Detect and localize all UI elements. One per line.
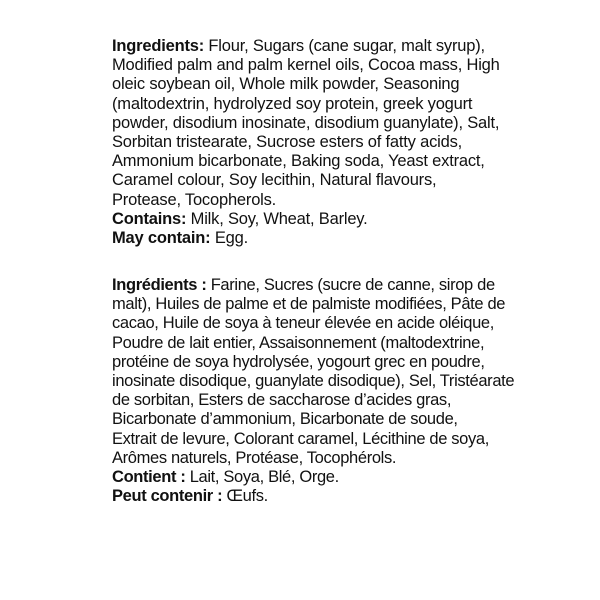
- ingredients-english-line-6: Sorbitan tristearate, Sucrose esters of fatty acids,: [112, 133, 463, 152]
- contains-label-french: Contient :: [112, 468, 186, 487]
- ingredients-french-line-6: inosinate disodique, guanylate disodique), Sel, Tristéarate: [112, 372, 515, 391]
- ingredients-french-line-4: Poudre de lait entier, Assaisonnement (maltodextrine,: [112, 333, 485, 352]
- ingredients-english-line-8: Caramel colour, Soy lecithin, Natural flavours,: [112, 171, 437, 190]
- may-contain-label-french: Peut contenir :: [112, 487, 223, 506]
- contains-value-french: Lait, Soya, Blé, Orge.: [185, 468, 339, 487]
- ingredients-french-line-3: cacao, Huile de soya à teneur élevée en acide oléique,: [112, 314, 494, 333]
- contains-english-line: [112, 210, 512, 229]
- ingredients-label-french: Ingrédients :: [112, 276, 207, 294]
- ingredients-french-line-1: [112, 276, 512, 295]
- ingredients-french-line-5: protéine de soya hydrolysée, yogourt grec en poudre,: [112, 352, 485, 371]
- ingredients-french-line-8: Bicarbonate d’ammonium, Bicarbonate de soude,: [112, 410, 458, 429]
- ingredients-text-french: Farine, Sucres (sucre de canne, sirop de: [206, 276, 495, 294]
- ingredients-english-line-7: Ammonium bicarbonate, Baking soda, Yeast extract,: [112, 152, 485, 171]
- may-contain-english-line: [112, 229, 512, 248]
- ingredients-french-line-10: Arômes naturels, Protéase, Tocophérols.: [112, 448, 397, 467]
- may-contain-french-line: [112, 487, 512, 506]
- contains-label-english: Contains:: [112, 209, 187, 228]
- contains-value-english: Milk, Soy, Wheat, Barley.: [186, 209, 368, 228]
- may-contain-value-english: Egg.: [210, 229, 248, 248]
- contains-french-line: [112, 468, 512, 487]
- ingredients-text-english: Flour, Sugars (cane sugar, malt syrup),: [204, 37, 485, 55]
- may-contain-label-english: May contain:: [112, 229, 211, 248]
- ingredients-french-block: [112, 276, 515, 506]
- may-contain-value-french: Œufs.: [222, 487, 268, 506]
- ingredients-french-line-2: malt), Huiles de palme et de palmiste modifiées, Pâte de: [112, 295, 506, 314]
- ingredients-label-english: Ingredients:: [112, 37, 205, 55]
- ingredients-french-line-7: de sorbitan, Esters de saccharose d’acides gras,: [112, 391, 452, 410]
- ingredients-english-line-5: powder, disodium inosinate, disodium guanylate), Salt,: [112, 113, 500, 132]
- ingredients-english-block: [112, 37, 512, 248]
- ingredients-english-line-2: Modified palm and palm kernel oils, Cocoa mass, High: [112, 56, 500, 75]
- ingredients-english-line-1: [112, 37, 512, 56]
- ingredients-english-line-3: oleic soybean oil, Whole milk powder, Seasoning: [112, 75, 460, 94]
- ingredients-french-line-9: Extrait de levure, Colorant caramel, Lécithine de soya,: [112, 429, 489, 448]
- ingredients-english-line-4: (maltodextrin, hydrolyzed soy protein, greek yogurt: [112, 94, 473, 113]
- ingredients-english-line-9: Protease, Tocopherols.: [112, 190, 277, 209]
